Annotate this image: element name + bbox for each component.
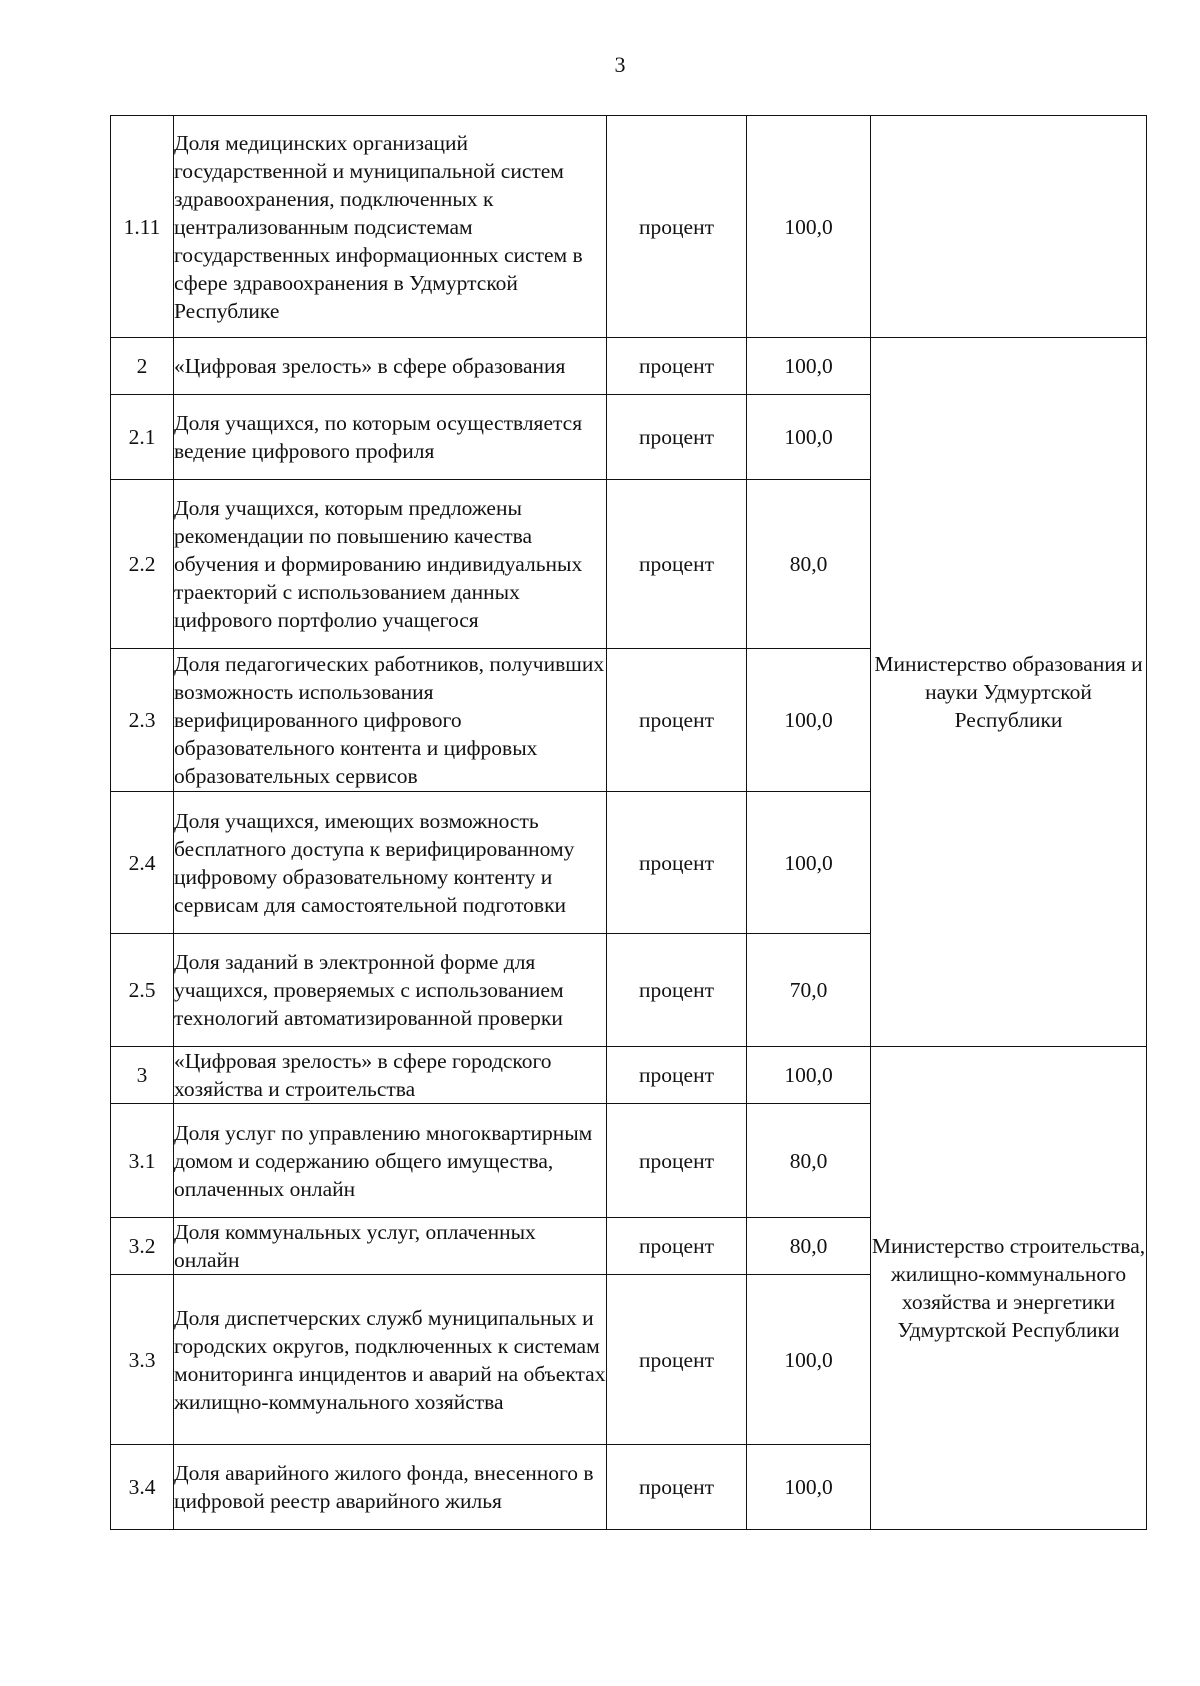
row-number: 3.3 bbox=[111, 1275, 174, 1445]
unit-cell: процент bbox=[607, 116, 747, 338]
value-cell: 80,0 bbox=[747, 480, 871, 649]
responsible-education: Министерство образования и науки Удмуртской Республики bbox=[871, 338, 1147, 1047]
row-number: 2.3 bbox=[111, 649, 174, 792]
row-number: 3.2 bbox=[111, 1218, 174, 1275]
value-cell: 100,0 bbox=[747, 649, 871, 792]
indicator-name: Доля педагогических работников, получивших возможность использования верифицированного цифрового образовательного контента и цифровых образовательных сервисов bbox=[174, 649, 607, 792]
indicator-name: Доля учащихся, по которым осуществляется ведение цифрового профиля bbox=[174, 395, 607, 480]
row-number: 3 bbox=[111, 1047, 174, 1104]
unit-cell: процент bbox=[607, 1104, 747, 1218]
page-number: 3 bbox=[614, 52, 626, 77]
row-number: 3.4 bbox=[111, 1445, 174, 1530]
value-cell: 80,0 bbox=[747, 1218, 871, 1275]
unit-cell: процент bbox=[607, 1445, 747, 1530]
responsible-cell-empty bbox=[871, 116, 1147, 338]
row-number: 3.1 bbox=[111, 1104, 174, 1218]
value-cell: 80,0 bbox=[747, 1104, 871, 1218]
unit-cell: процент bbox=[607, 1275, 747, 1445]
row-number: 2.2 bbox=[111, 480, 174, 649]
value-cell: 100,0 bbox=[747, 1047, 871, 1104]
unit-cell: процент bbox=[607, 934, 747, 1047]
row-number: 2 bbox=[111, 338, 174, 395]
unit-cell: процент bbox=[607, 1218, 747, 1275]
indicator-name: Доля аварийного жилого фонда, внесенного в цифровой реестр аварийного жилья bbox=[174, 1445, 607, 1530]
table-row bbox=[111, 116, 1147, 338]
indicator-name: Доля заданий в электронной форме для учащихся, проверяемых с использованием технологий автоматизированной проверки bbox=[174, 934, 607, 1047]
table-row bbox=[111, 1047, 1147, 1104]
row-number: 1.11 bbox=[111, 116, 174, 338]
value-cell: 70,0 bbox=[747, 934, 871, 1047]
indicator-name: Доля медицинских организаций государственной и муниципальной систем здравоохранения, подключенных к централизованным подсистемам государственных информационных систем в сфере здравоохранения в Удмуртской Республике bbox=[174, 116, 607, 338]
value-cell: 100,0 bbox=[747, 116, 871, 338]
unit-cell: процент bbox=[607, 480, 747, 649]
value-cell: 100,0 bbox=[747, 395, 871, 480]
indicator-name: Доля услуг по управлению многоквартирным домом и содержанию общего имущества, оплаченных онлайн bbox=[174, 1104, 607, 1218]
unit-cell: процент bbox=[607, 792, 747, 934]
table-row bbox=[111, 338, 1147, 395]
responsible-construction: Министерство строительства, жилищно-коммунального хозяйства и энергетики Удмуртской Республики bbox=[871, 1047, 1147, 1530]
indicator-name: «Цифровая зрелость» в сфере образования bbox=[174, 338, 607, 395]
row-number: 2.5 bbox=[111, 934, 174, 1047]
value-cell: 100,0 bbox=[747, 1445, 871, 1530]
value-cell: 100,0 bbox=[747, 338, 871, 395]
value-cell: 100,0 bbox=[747, 792, 871, 934]
unit-cell: процент bbox=[607, 338, 747, 395]
indicator-name: «Цифровая зрелость» в сфере городского хозяйства и строительства bbox=[174, 1047, 607, 1104]
indicator-name: Доля коммунальных услуг, оплаченных онлайн bbox=[174, 1218, 607, 1275]
indicator-name: Доля учащихся, которым предложены рекомендации по повышению качества обучения и формированию индивидуальных траекторий с использованием данных цифрового портфолио учащегося bbox=[174, 480, 607, 649]
row-number: 2.1 bbox=[111, 395, 174, 480]
indicator-name: Доля учащихся, имеющих возможность бесплатного доступа к верифицированному цифровому образовательному контенту и сервисам для самостоятельной подготовки bbox=[174, 792, 607, 934]
indicator-name: Доля диспетчерских служб муниципальных и городских округов, подключенных к системам мониторинга инцидентов и аварий на объектах жилищно-коммунального хозяйства bbox=[174, 1275, 607, 1445]
unit-cell: процент bbox=[607, 1047, 747, 1104]
unit-cell: процент bbox=[607, 649, 747, 792]
unit-cell: процент bbox=[607, 395, 747, 480]
indicators-table bbox=[110, 115, 1147, 1530]
row-number: 2.4 bbox=[111, 792, 174, 934]
value-cell: 100,0 bbox=[747, 1275, 871, 1445]
